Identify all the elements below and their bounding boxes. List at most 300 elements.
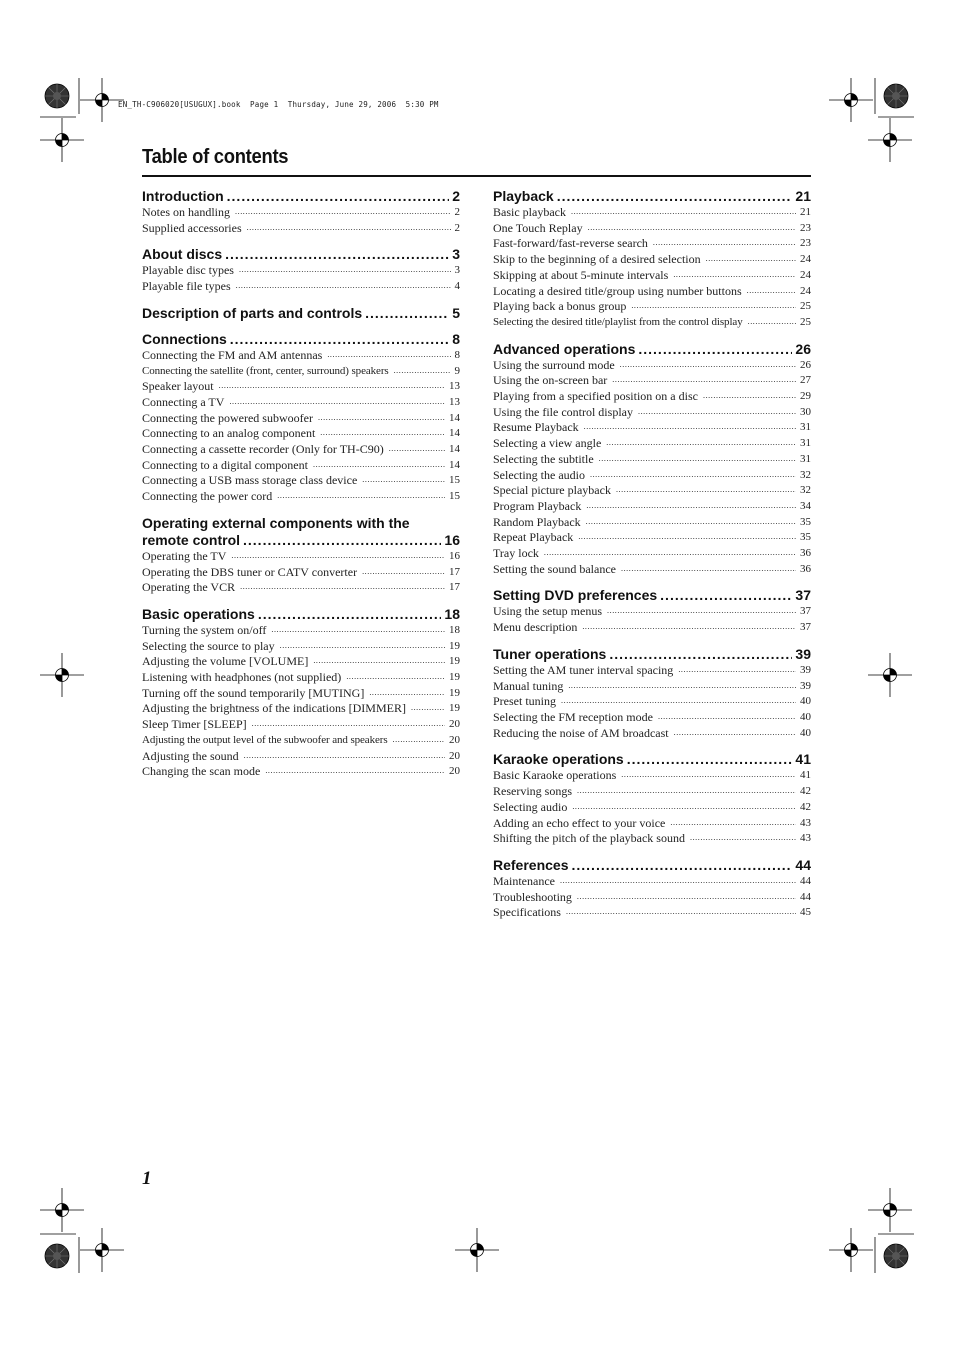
entry-label: Selecting the source to play: [142, 638, 275, 653]
entry-label: Program Playback: [493, 498, 582, 513]
entry-label: One Touch Replay: [493, 220, 583, 235]
section-page-number: 3: [452, 246, 460, 263]
dot-leader: [411, 705, 445, 717]
toc-section: [493, 188, 811, 331]
entry-label: Specifications: [493, 905, 561, 920]
entry-page-number: 20: [449, 749, 460, 762]
toc-entry[interactable]: [142, 549, 460, 565]
entry-label: Notes on handling: [142, 205, 230, 219]
dot-leader: [678, 667, 796, 679]
dot-leader: [561, 698, 796, 710]
section-title: Advanced operations: [493, 340, 636, 357]
entry-label: Connecting to an analog component: [142, 426, 316, 441]
toc-section: [493, 646, 811, 742]
entry-label: Maintenance: [493, 873, 555, 888]
dot-leader: [240, 584, 445, 596]
toc-entry[interactable]: [493, 784, 811, 800]
entry-label: Locating a desired title/group using number buttons: [493, 283, 742, 298]
dot-leader: [225, 248, 449, 262]
entry-label: Setting the AM tuner interval spacing: [493, 662, 674, 677]
toc-entry[interactable]: [142, 686, 460, 702]
entry-page-number: 24: [800, 253, 811, 266]
dot-leader: [544, 550, 796, 562]
toc-entry[interactable]: [493, 252, 811, 268]
entry-label: Playable disc types: [142, 263, 234, 278]
toc-entry[interactable]: [493, 315, 811, 331]
dot-leader: [588, 224, 796, 236]
section-title-line1: Operating external components with the: [142, 514, 410, 531]
entry-label: Repeat Playback: [493, 530, 574, 545]
entry-page-number: 4: [454, 280, 460, 293]
entry-page-number: 35: [800, 531, 811, 544]
entry-label: Selecting audio: [493, 799, 568, 814]
entry-page-number: 19: [449, 639, 460, 652]
entry-page-number: 44: [800, 890, 811, 903]
page-title: Table of contents: [142, 146, 289, 168]
toc-entry[interactable]: [493, 710, 811, 726]
dot-leader: [571, 209, 796, 221]
entry-label: Turning the system on/off: [142, 622, 267, 637]
dot-leader: [658, 714, 796, 726]
dot-leader: [607, 608, 796, 620]
dot-leader: [560, 878, 796, 890]
entry-page-number: 14: [449, 458, 460, 471]
section-heading[interactable]: [493, 587, 811, 603]
entry-page-number: 2: [454, 221, 460, 234]
entry-page-number: 13: [449, 380, 460, 393]
entry-page-number: 23: [800, 237, 811, 250]
registration-target-icon: [884, 84, 908, 108]
toc-entry[interactable]: [493, 358, 811, 374]
entry-label: Playing back a bonus group: [493, 299, 627, 314]
printer-slug-line: EN_TH-C906020[USUGUX].book Page 1 Thursday, June 29, 2006 5:30 PM: [118, 100, 439, 109]
entry-label: Connecting the satellite (front, center, surround) speakers: [142, 364, 389, 377]
toc-entry[interactable]: [493, 373, 811, 389]
section-title: Setting DVD preferences: [493, 587, 658, 604]
entry-page-number: 20: [449, 765, 460, 778]
entry-label: Selecting the subtitle: [493, 451, 594, 466]
entry-label: Reserving songs: [493, 784, 572, 799]
toc-section: [142, 606, 460, 780]
dot-leader: [674, 729, 796, 741]
registration-cross-icon: [868, 1188, 912, 1232]
dot-leader: [578, 534, 796, 546]
dot-leader: [219, 383, 445, 395]
dot-leader: [230, 333, 449, 347]
entry-label: Playable file types: [142, 279, 231, 294]
dot-leader: [235, 209, 451, 221]
entry-label: Connecting a cassette recorder (Only for TH-C90): [142, 442, 384, 457]
toc-entry[interactable]: [493, 694, 811, 710]
dot-leader: [277, 493, 445, 505]
entry-page-number: 39: [800, 663, 811, 676]
section-title: remote control: [142, 531, 241, 548]
entry-page-number: 24: [800, 284, 811, 297]
toc-entry[interactable]: [493, 205, 811, 221]
toc-entry[interactable]: [142, 733, 460, 749]
dot-leader: [365, 307, 449, 321]
dot-leader: [393, 737, 445, 749]
dot-leader: [660, 589, 792, 603]
entry-label: Playing from a specified position on a disc: [493, 389, 698, 404]
section-page-number: 26: [795, 340, 811, 357]
title-rule: [142, 175, 811, 177]
toc-entry[interactable]: [142, 364, 460, 380]
entry-page-number: 8: [454, 348, 460, 361]
entry-page-number: 20: [449, 718, 460, 731]
entry-page-number: 14: [449, 443, 460, 456]
entry-page-number: 17: [449, 565, 460, 578]
toc-entry[interactable]: [493, 236, 811, 252]
toc-section: [142, 305, 460, 321]
entry-page-number: 44: [800, 874, 811, 887]
entry-page-number: 36: [800, 547, 811, 560]
dot-leader: [566, 909, 796, 921]
entry-label: Skip to the beginning of a desired selection: [493, 252, 701, 267]
section-title: Basic operations: [142, 605, 255, 622]
entry-label: Basic playback: [493, 205, 566, 219]
dot-leader: [572, 804, 796, 816]
dot-leader: [590, 471, 796, 483]
dot-leader: [621, 565, 796, 577]
toc-entry[interactable]: [142, 580, 460, 596]
toc-entry[interactable]: [493, 620, 811, 636]
entry-label: Operating the DBS tuner or CATV converter: [142, 564, 358, 579]
entry-page-number: 24: [800, 268, 811, 281]
toc-section: [493, 857, 811, 921]
dot-leader: [369, 689, 445, 701]
toc-entry[interactable]: [142, 670, 460, 686]
toc-entry[interactable]: [142, 379, 460, 395]
section-page-number: 41: [795, 751, 811, 768]
entry-page-number: 32: [800, 468, 811, 481]
entry-page-number: 32: [800, 484, 811, 497]
entry-page-number: 40: [800, 695, 811, 708]
toc-entry[interactable]: [493, 515, 811, 531]
entry-page-number: 40: [800, 710, 811, 723]
entry-page-number: 27: [800, 374, 811, 387]
section-title: Connections: [142, 330, 227, 347]
entry-label: Using the surround mode: [493, 357, 615, 372]
toc-entry[interactable]: [142, 489, 460, 505]
dot-leader: [346, 674, 445, 686]
entry-label: Skipping at about 5-minute intervals: [493, 267, 669, 282]
toc-entry[interactable]: [493, 890, 811, 906]
section-title: References: [493, 856, 569, 873]
toc-entry[interactable]: [493, 499, 811, 515]
entry-page-number: 34: [800, 499, 811, 512]
toc-entry[interactable]: [493, 831, 811, 847]
section-heading[interactable]: [493, 341, 811, 357]
entry-label: Supplied accessories: [142, 220, 242, 235]
toc-entry[interactable]: [493, 679, 811, 695]
section-heading[interactable]: [493, 188, 811, 204]
entry-page-number: 37: [800, 605, 811, 618]
dot-leader: [599, 456, 796, 468]
dot-leader: [653, 240, 796, 252]
entry-label: Selecting a view angle: [493, 436, 602, 451]
dot-leader: [586, 503, 796, 515]
registration-cross-icon: [868, 118, 912, 162]
dot-leader: [638, 343, 792, 357]
dot-leader: [362, 477, 445, 489]
section-page-number: 37: [795, 587, 811, 604]
toc-section: [493, 751, 811, 847]
dot-leader: [621, 772, 796, 784]
toc-section: [142, 246, 460, 294]
entry-page-number: 41: [800, 769, 811, 782]
dot-leader: [394, 367, 451, 379]
toc-entry[interactable]: [142, 442, 460, 458]
dot-leader: [362, 568, 445, 580]
dot-leader: [244, 752, 445, 764]
entry-label: Turning off the sound temporarily [MUTING]: [142, 685, 365, 700]
toc-entry[interactable]: [493, 562, 811, 578]
section-page-number: 44: [795, 856, 811, 873]
dot-leader: [631, 303, 796, 315]
entry-page-number: 26: [800, 358, 811, 371]
dot-leader: [606, 440, 796, 452]
toc-entry[interactable]: [493, 800, 811, 816]
dot-leader: [320, 430, 445, 442]
entry-label: Selecting the FM reception mode: [493, 709, 653, 724]
dot-leader: [586, 518, 796, 530]
section-heading[interactable]: [142, 606, 460, 622]
entry-page-number: 35: [800, 515, 811, 528]
toc-entry[interactable]: [493, 546, 811, 562]
dot-leader: [616, 487, 796, 499]
toc-section: [142, 188, 460, 236]
toc-entry[interactable]: [493, 530, 811, 546]
entry-label: Operating the VCR: [142, 580, 236, 595]
dot-leader: [389, 446, 445, 458]
toc-entry[interactable]: [493, 299, 811, 315]
dot-leader: [318, 414, 445, 426]
dot-leader: [627, 753, 793, 767]
dot-leader: [577, 788, 796, 800]
entry-label: Connecting the powered subwoofer: [142, 410, 313, 425]
toc-entry[interactable]: [142, 623, 460, 639]
entry-page-number: 15: [449, 490, 460, 503]
entry-label: Resume Playback: [493, 420, 579, 435]
section-heading[interactable]: [493, 646, 811, 662]
entry-label: Adjusting the brightness of the indications [DIMMER]: [142, 701, 406, 716]
toc-entry[interactable]: [493, 874, 811, 890]
entry-label: Reducing the noise of AM broadcast: [493, 725, 669, 740]
entry-page-number: 3: [454, 264, 460, 277]
toc-entry[interactable]: [493, 436, 811, 452]
entry-page-number: 21: [800, 206, 811, 218]
dot-leader: [229, 399, 445, 411]
entry-page-number: 25: [800, 300, 811, 313]
section-heading[interactable]: [142, 246, 460, 262]
dot-leader: [236, 283, 451, 295]
toc-entry[interactable]: [493, 768, 811, 784]
toc-entry[interactable]: [142, 701, 460, 717]
dot-leader: [280, 642, 445, 654]
dot-leader: [313, 461, 445, 473]
entry-page-number: 37: [800, 621, 811, 634]
dot-leader: [252, 721, 445, 733]
entry-label: Special picture playback: [493, 483, 611, 498]
toc-entry[interactable]: [142, 639, 460, 655]
dot-leader: [706, 256, 796, 268]
section-heading-line[interactable]: [142, 515, 460, 531]
entry-page-number: 20: [449, 733, 460, 746]
entry-page-number: 43: [800, 816, 811, 829]
entry-page-number: 31: [800, 437, 811, 450]
section-heading[interactable]: [493, 751, 811, 767]
toc-entry[interactable]: [142, 473, 460, 489]
toc-entry[interactable]: [142, 749, 460, 765]
toc-entry[interactable]: [142, 565, 460, 581]
entry-page-number: 14: [449, 427, 460, 440]
toc-entry[interactable]: [142, 654, 460, 670]
dot-leader: [620, 361, 796, 373]
toc-entry[interactable]: [142, 717, 460, 733]
entry-page-number: 39: [800, 679, 811, 692]
toc-entry[interactable]: [493, 663, 811, 679]
toc-left-column: [142, 188, 460, 790]
registration-cross-icon: [868, 653, 912, 697]
entry-page-number: 23: [800, 221, 811, 234]
entry-page-number: 42: [800, 800, 811, 813]
entry-label: Connecting a TV: [142, 394, 225, 409]
entry-page-number: 43: [800, 832, 811, 845]
toc-right-column: [493, 188, 811, 931]
entry-page-number: 25: [800, 315, 811, 328]
section-heading[interactable]: [142, 331, 460, 347]
section-title: Introduction: [142, 188, 224, 204]
page-number: 1: [142, 1168, 152, 1189]
section-heading[interactable]: [493, 857, 811, 873]
section-title: Karaoke operations: [493, 751, 624, 768]
toc-entry[interactable]: [142, 348, 460, 364]
entry-page-number: 15: [449, 474, 460, 487]
toc-entry[interactable]: [493, 268, 811, 284]
entry-label: Adjusting the output level of the subwoofer and speakers: [142, 733, 388, 746]
entry-label: Manual tuning: [493, 678, 564, 693]
entry-label: Adjusting the volume [VOLUME]: [142, 654, 309, 669]
section-heading[interactable]: [142, 188, 460, 204]
registration-cross-icon: [829, 1228, 873, 1272]
section-heading[interactable]: [142, 532, 460, 548]
registration-cross-icon: [455, 1228, 499, 1272]
dot-leader: [247, 224, 451, 236]
toc-entry[interactable]: [493, 389, 811, 405]
dot-leader: [227, 190, 450, 204]
toc-entry[interactable]: [493, 420, 811, 436]
entry-page-number: 30: [800, 405, 811, 418]
entry-label: Random Playback: [493, 514, 581, 529]
entry-label: Connecting the power cord: [142, 489, 273, 504]
entry-page-number: 2: [454, 206, 460, 218]
section-page-number: 39: [795, 645, 811, 662]
toc-entry[interactable]: [142, 263, 460, 279]
toc-entry[interactable]: [142, 411, 460, 427]
toc-entry[interactable]: [493, 468, 811, 484]
entry-page-number: 36: [800, 562, 811, 575]
entry-label: Connecting a USB mass storage class device: [142, 473, 358, 488]
dot-leader: [557, 190, 793, 204]
toc-entry[interactable]: [142, 764, 460, 780]
toc-entry[interactable]: [493, 405, 811, 421]
entry-page-number: 29: [800, 390, 811, 403]
registration-cross-icon: [40, 118, 84, 162]
entry-page-number: 9: [454, 364, 460, 377]
entry-label: Changing the scan mode: [142, 764, 261, 779]
entry-label: Selecting the desired title/playlist from the control display: [493, 315, 743, 328]
dot-leader: [690, 835, 796, 847]
entry-page-number: 13: [449, 395, 460, 408]
entry-label: Listening with headphones (not supplied): [142, 670, 342, 685]
section-heading[interactable]: [142, 305, 460, 321]
toc-entry[interactable]: [493, 816, 811, 832]
registration-cross-icon: [40, 1188, 84, 1232]
dot-leader: [609, 648, 792, 662]
toc-entry[interactable]: [493, 221, 811, 237]
dot-leader: [703, 393, 796, 405]
dot-leader: [582, 624, 796, 636]
entry-page-number: 40: [800, 726, 811, 739]
entry-label: Tray lock: [493, 546, 539, 561]
entry-label: Shifting the pitch of the playback sound: [493, 831, 685, 846]
toc-entry[interactable]: [493, 604, 811, 620]
dot-leader: [612, 377, 796, 389]
dot-leader: [313, 658, 445, 670]
section-page-number: 21: [795, 188, 811, 204]
toc-entry[interactable]: [142, 221, 460, 237]
section-page-number: 16: [444, 531, 460, 548]
entry-label: Operating the TV: [142, 548, 227, 563]
dot-leader: [239, 267, 451, 279]
toc-entry[interactable]: [493, 726, 811, 742]
entry-label: Speaker layout: [142, 379, 214, 394]
entry-label: Menu description: [493, 620, 578, 635]
entry-label: Setting the sound balance: [493, 561, 616, 576]
toc-entry[interactable]: [493, 452, 811, 468]
toc-entry[interactable]: [142, 458, 460, 474]
toc-entry[interactable]: [142, 426, 460, 442]
toc-entry[interactable]: [142, 395, 460, 411]
registration-cross-icon: [40, 653, 84, 697]
toc-entry[interactable]: [493, 905, 811, 921]
entry-label: Fast-forward/fast-reverse search: [493, 236, 648, 251]
entry-label: Connecting the FM and AM antennas: [142, 347, 323, 362]
entry-label: Adding an echo effect to your voice: [493, 815, 666, 830]
entry-label: Selecting the audio: [493, 467, 585, 482]
registration-target-icon: [884, 1244, 908, 1268]
entry-label: Preset tuning: [493, 694, 556, 709]
entry-label: Troubleshooting: [493, 889, 572, 904]
dot-leader: [673, 272, 796, 284]
toc-entry[interactable]: [142, 279, 460, 295]
dot-leader: [747, 287, 796, 299]
dot-leader: [748, 319, 796, 331]
entry-page-number: 16: [449, 549, 460, 562]
toc-entry[interactable]: [493, 483, 811, 499]
entry-page-number: 18: [449, 623, 460, 636]
entry-page-number: 19: [449, 655, 460, 668]
section-page-number: 18: [444, 605, 460, 622]
section-title: Tuner operations: [493, 645, 607, 662]
toc-section: [493, 341, 811, 578]
toc-entry[interactable]: [493, 284, 811, 300]
dot-leader: [584, 424, 796, 436]
toc-entry[interactable]: [142, 205, 460, 221]
entry-page-number: 19: [449, 671, 460, 684]
entry-label: Using the file control display: [493, 404, 633, 419]
